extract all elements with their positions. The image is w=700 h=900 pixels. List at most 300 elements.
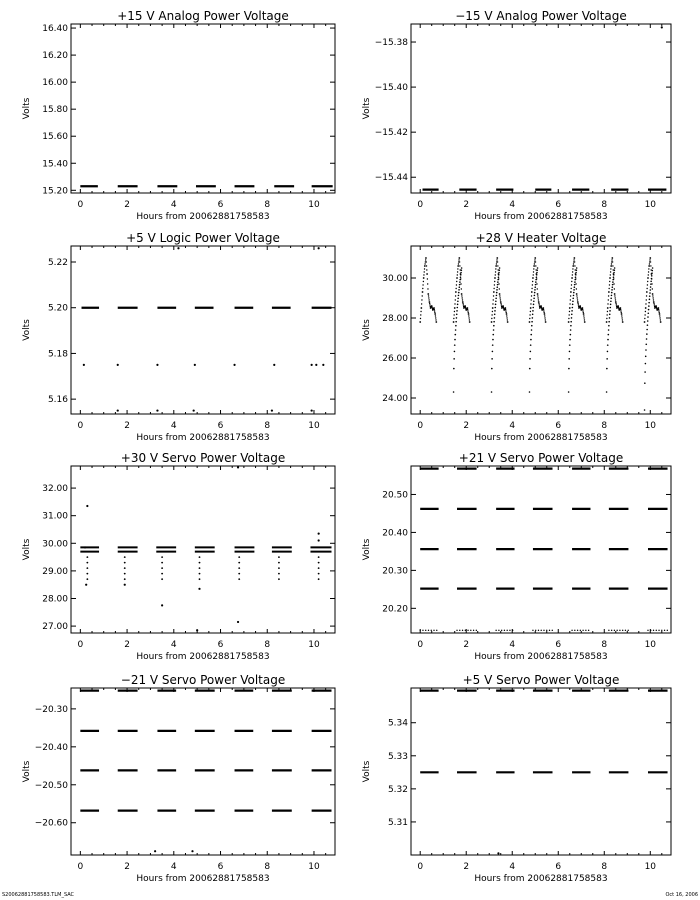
data-point xyxy=(537,293,539,295)
data-point xyxy=(612,281,614,283)
data-point xyxy=(535,281,537,283)
data-point xyxy=(428,297,429,298)
data-point xyxy=(468,317,469,318)
chart-title: +15 V Analog Power Voltage xyxy=(117,9,289,23)
data-point xyxy=(459,279,461,281)
data-point xyxy=(660,319,661,320)
data-point xyxy=(529,318,530,319)
data-point xyxy=(491,314,492,315)
y-tick-label: −15.42 xyxy=(374,128,408,139)
data-point xyxy=(608,329,610,331)
data-layer xyxy=(420,469,669,631)
data-point xyxy=(646,291,648,293)
data-point xyxy=(199,556,201,558)
data-point xyxy=(496,295,498,297)
x-axis-label: Hours from 20062881758583 xyxy=(136,212,270,222)
x-tick-label: 8 xyxy=(601,421,608,431)
data-point xyxy=(458,289,460,291)
data-point xyxy=(506,315,507,316)
data-layer xyxy=(419,257,661,411)
data-point xyxy=(652,288,653,289)
data-point xyxy=(611,630,612,631)
data-point xyxy=(278,578,280,580)
data-point xyxy=(649,295,651,297)
plot-frame xyxy=(71,466,335,633)
data-point xyxy=(536,274,538,276)
data-point xyxy=(582,630,583,631)
data-point xyxy=(531,295,532,296)
data-point xyxy=(501,304,502,305)
data-point xyxy=(161,578,163,580)
data-point xyxy=(491,391,493,393)
y-tick-label: 20.30 xyxy=(382,566,408,577)
data-point xyxy=(499,295,500,296)
x-axis-label: Hours from 20062881758583 xyxy=(136,652,270,662)
data-point xyxy=(462,301,464,303)
data-point xyxy=(535,261,536,262)
data-point xyxy=(580,630,581,631)
data-point xyxy=(584,321,586,323)
data-point xyxy=(608,288,609,289)
data-point xyxy=(453,358,455,360)
x-axis-label: Hours from 20062881758583 xyxy=(474,433,608,443)
data-point xyxy=(644,321,646,323)
data-point xyxy=(649,292,651,294)
data-point xyxy=(610,268,611,269)
data-point xyxy=(611,289,613,291)
data-point xyxy=(533,268,534,269)
data-layer xyxy=(80,691,331,853)
data-point xyxy=(457,268,458,269)
footer-filename: S20062881758583.TLM_SAC xyxy=(2,892,75,898)
data-layer xyxy=(82,247,332,411)
data-point xyxy=(468,312,469,313)
y-tick-label: 28.00 xyxy=(42,594,68,605)
data-point xyxy=(271,409,273,411)
data-point xyxy=(459,286,461,288)
x-tick-label: 0 xyxy=(417,640,424,650)
data-point xyxy=(609,317,611,319)
data-point xyxy=(531,325,533,327)
data-point xyxy=(543,312,544,313)
data-point xyxy=(493,291,495,293)
data-point xyxy=(612,279,614,281)
data-point xyxy=(86,505,88,507)
y-tick-label: 16.40 xyxy=(42,24,68,35)
data-point xyxy=(648,265,650,267)
data-point xyxy=(278,567,280,569)
chart-title: −15 V Analog Power Voltage xyxy=(455,9,627,23)
data-point xyxy=(461,288,462,289)
data-point xyxy=(461,297,462,298)
data-point xyxy=(575,272,577,274)
data-point xyxy=(494,310,496,312)
data-point xyxy=(493,299,494,300)
data-point xyxy=(156,364,158,366)
data-point xyxy=(569,311,570,312)
data-point xyxy=(318,533,320,535)
y-tick-label: 5.31 xyxy=(387,817,408,828)
data-point xyxy=(422,295,423,296)
data-point xyxy=(611,259,612,260)
data-point xyxy=(533,271,534,272)
data-point xyxy=(495,630,496,631)
data-point xyxy=(648,302,650,304)
data-point xyxy=(621,312,622,313)
data-point xyxy=(531,299,532,300)
data-point xyxy=(462,303,463,304)
data-point xyxy=(476,630,477,631)
data-point xyxy=(453,391,455,393)
data-point xyxy=(575,283,576,284)
data-point xyxy=(529,368,531,370)
data-point xyxy=(461,293,463,295)
data-point xyxy=(492,351,494,353)
data-point xyxy=(608,630,609,631)
data-point xyxy=(493,321,495,323)
data-point xyxy=(429,301,431,303)
data-point xyxy=(611,292,613,294)
data-point xyxy=(568,318,569,319)
data-point xyxy=(606,368,608,370)
data-point xyxy=(568,391,570,393)
data-point xyxy=(499,297,500,298)
x-tick-label: 6 xyxy=(555,421,562,431)
data-point xyxy=(648,271,649,272)
x-axis-label: Hours from 20062881758583 xyxy=(136,874,270,884)
data-point xyxy=(608,295,609,296)
x-tick-label: 10 xyxy=(644,421,657,431)
y-tick-label: 16.00 xyxy=(42,78,68,89)
data-point xyxy=(458,263,459,264)
data-point xyxy=(530,334,532,336)
data-point xyxy=(462,630,463,631)
data-point xyxy=(648,274,649,275)
chart-title: −21 V Servo Power Voltage xyxy=(120,673,286,687)
y-axis-label: Volts xyxy=(22,319,32,341)
plot-frame xyxy=(71,24,335,193)
data-point xyxy=(315,364,317,366)
data-point xyxy=(644,409,646,411)
data-point xyxy=(495,265,497,267)
data-point xyxy=(541,630,542,631)
x-tick-label: 2 xyxy=(463,640,470,650)
data-point xyxy=(529,314,530,315)
data-point xyxy=(425,259,426,260)
data-point xyxy=(570,329,572,331)
x-tick-label: 2 xyxy=(463,421,470,431)
data-point xyxy=(569,303,570,304)
data-point xyxy=(536,276,538,278)
data-point xyxy=(453,318,454,319)
data-point xyxy=(505,312,506,313)
data-point xyxy=(652,297,653,298)
data-point xyxy=(572,297,574,299)
data-point xyxy=(534,259,535,260)
data-point xyxy=(574,279,576,281)
data-point xyxy=(86,578,88,580)
data-point xyxy=(614,267,616,269)
data-point xyxy=(428,299,429,300)
data-point xyxy=(429,303,430,304)
y-axis-label: Volts xyxy=(362,319,372,341)
data-point xyxy=(420,311,421,312)
data-point xyxy=(500,299,501,300)
data-point xyxy=(653,303,654,304)
data-point xyxy=(570,295,571,296)
data-point xyxy=(161,556,163,558)
data-point xyxy=(436,630,437,631)
data-point xyxy=(124,578,126,580)
data-point xyxy=(278,573,280,575)
x-tick-label: 0 xyxy=(77,640,84,650)
data-point xyxy=(423,274,424,275)
y-axis-label: Volts xyxy=(22,538,32,561)
data-point xyxy=(530,344,532,346)
data-point xyxy=(572,300,574,302)
y-tick-label: 5.20 xyxy=(47,303,68,314)
data-point xyxy=(498,274,500,276)
x-tick-label: 8 xyxy=(264,862,271,872)
data-point xyxy=(650,286,652,288)
data-point xyxy=(460,276,462,278)
data-point xyxy=(650,281,652,283)
data-point xyxy=(622,321,624,323)
data-point xyxy=(649,299,651,301)
data-point xyxy=(498,283,499,284)
data-point xyxy=(531,321,533,323)
data-point xyxy=(318,562,320,564)
data-point xyxy=(491,368,493,370)
data-point xyxy=(537,288,538,289)
data-point xyxy=(607,339,609,341)
data-point xyxy=(538,630,539,631)
data-point xyxy=(610,265,612,267)
y-tick-label: −20.50 xyxy=(34,780,68,791)
data-point xyxy=(654,304,655,305)
data-point xyxy=(504,630,505,631)
y-tick-label: −20.30 xyxy=(34,704,68,715)
data-point xyxy=(578,304,579,305)
x-tick-label: 10 xyxy=(308,640,320,650)
chart-8 xyxy=(362,673,671,884)
data-point xyxy=(544,313,546,315)
data-point xyxy=(199,578,201,580)
data-point xyxy=(610,304,612,306)
data-point xyxy=(435,317,436,318)
data-point xyxy=(652,267,654,269)
data-point xyxy=(459,261,460,262)
data-point xyxy=(569,339,571,341)
data-point xyxy=(647,630,648,631)
data-point xyxy=(191,850,193,852)
data-point xyxy=(467,630,468,631)
data-point xyxy=(124,556,126,558)
data-point xyxy=(454,311,455,312)
data-point xyxy=(499,267,501,269)
data-point xyxy=(497,281,499,283)
data-point xyxy=(650,261,651,262)
data-point xyxy=(496,286,498,288)
data-point xyxy=(570,288,571,289)
data-point xyxy=(238,573,240,575)
data-point xyxy=(647,316,649,318)
footer-date: Oct 16, 2006 xyxy=(665,892,698,898)
y-axis-label: Volts xyxy=(22,760,32,783)
data-point xyxy=(83,364,85,366)
y-tick-label: 24.00 xyxy=(382,394,408,404)
data-point xyxy=(457,274,458,275)
data-point xyxy=(611,295,613,297)
data-point xyxy=(535,284,537,286)
chart-7 xyxy=(22,673,335,884)
y-axis-label: Volts xyxy=(22,97,32,120)
data-point xyxy=(609,284,610,285)
data-point xyxy=(311,364,313,366)
data-point xyxy=(460,272,462,274)
data-point xyxy=(198,588,200,590)
data-point xyxy=(456,630,457,631)
data-point xyxy=(532,310,534,312)
data-point xyxy=(529,321,531,323)
x-tick-label: 0 xyxy=(77,421,84,431)
data-point xyxy=(457,265,459,267)
data-point xyxy=(621,313,623,315)
y-tick-label: −20.40 xyxy=(34,742,68,753)
data-point xyxy=(199,562,201,564)
data-point xyxy=(492,311,493,312)
data-point xyxy=(238,556,240,558)
data-point xyxy=(648,268,649,269)
data-point xyxy=(611,263,612,264)
data-point xyxy=(608,325,610,327)
data-point xyxy=(615,303,616,304)
data-point xyxy=(575,276,577,278)
x-tick-label: 8 xyxy=(601,640,608,650)
data-point xyxy=(530,311,531,312)
x-tick-label: 4 xyxy=(170,862,177,872)
data-point xyxy=(456,281,457,282)
data-point xyxy=(463,304,464,305)
data-point xyxy=(653,301,655,303)
data-point xyxy=(435,315,436,316)
data-point xyxy=(573,257,575,259)
data-point xyxy=(497,265,498,266)
data-point xyxy=(454,339,456,341)
data-point xyxy=(238,562,240,564)
data-point xyxy=(428,295,429,296)
data-point xyxy=(461,295,462,296)
x-tick-label: 4 xyxy=(509,862,516,872)
data-point xyxy=(456,284,457,285)
data-point xyxy=(273,364,275,366)
data-point xyxy=(161,604,163,606)
data-point xyxy=(424,265,426,267)
data-point xyxy=(493,329,495,331)
data-point xyxy=(318,567,320,569)
data-point xyxy=(609,281,610,282)
y-tick-label: −15.44 xyxy=(374,173,408,184)
data-point xyxy=(492,334,494,336)
data-point xyxy=(426,261,427,262)
data-point xyxy=(651,272,653,274)
data-point xyxy=(575,274,577,276)
data-point xyxy=(462,299,463,300)
data-point xyxy=(495,268,496,269)
data-point xyxy=(621,317,622,318)
data-point xyxy=(612,261,613,262)
y-tick-label: 16.20 xyxy=(42,51,68,62)
data-point xyxy=(454,344,456,346)
y-tick-label: 28.00 xyxy=(382,314,408,324)
data-point xyxy=(424,271,425,272)
chart-3 xyxy=(22,231,335,443)
data-point xyxy=(568,314,569,315)
data-point xyxy=(154,850,156,852)
data-point xyxy=(493,288,494,289)
y-tick-label: −20.60 xyxy=(34,818,68,829)
data-point xyxy=(86,567,88,569)
data-point xyxy=(537,267,539,269)
data-point xyxy=(156,409,158,411)
data-point xyxy=(124,573,126,575)
data-point xyxy=(573,263,574,264)
data-point xyxy=(607,303,608,304)
data-point xyxy=(322,364,324,366)
data-point xyxy=(616,304,617,305)
data-point xyxy=(644,318,645,319)
data-point xyxy=(606,321,608,323)
data-point xyxy=(529,358,531,360)
x-tick-label: 6 xyxy=(555,862,562,872)
x-tick-label: 2 xyxy=(463,862,470,872)
y-tick-label: 31.00 xyxy=(42,511,68,522)
y-tick-label: 27.00 xyxy=(42,622,68,633)
data-point xyxy=(570,325,572,327)
data-point xyxy=(572,274,573,275)
data-point xyxy=(649,259,650,260)
x-tick-label: 0 xyxy=(77,200,84,210)
data-point xyxy=(494,281,495,282)
data-point xyxy=(615,301,617,303)
data-point xyxy=(465,630,466,631)
data-point xyxy=(532,630,533,631)
plot-frame xyxy=(71,688,335,855)
data-point xyxy=(425,257,427,259)
data-point xyxy=(495,274,496,275)
x-tick-label: 10 xyxy=(644,640,657,650)
data-point xyxy=(572,268,573,269)
data-point xyxy=(572,265,574,267)
data-point xyxy=(606,358,608,360)
data-point xyxy=(573,259,574,260)
data-point xyxy=(645,311,646,312)
data-point xyxy=(543,630,544,631)
data-point xyxy=(647,284,648,285)
data-point xyxy=(494,317,496,319)
data-point xyxy=(614,269,616,271)
data-point xyxy=(543,309,544,310)
data-point xyxy=(544,315,545,316)
data-point xyxy=(492,344,494,346)
data-point xyxy=(615,299,616,300)
data-point xyxy=(493,295,494,296)
data-point xyxy=(422,284,423,285)
data-point xyxy=(659,317,660,318)
data-point xyxy=(610,274,611,275)
data-point xyxy=(571,310,573,312)
data-point xyxy=(652,295,653,296)
